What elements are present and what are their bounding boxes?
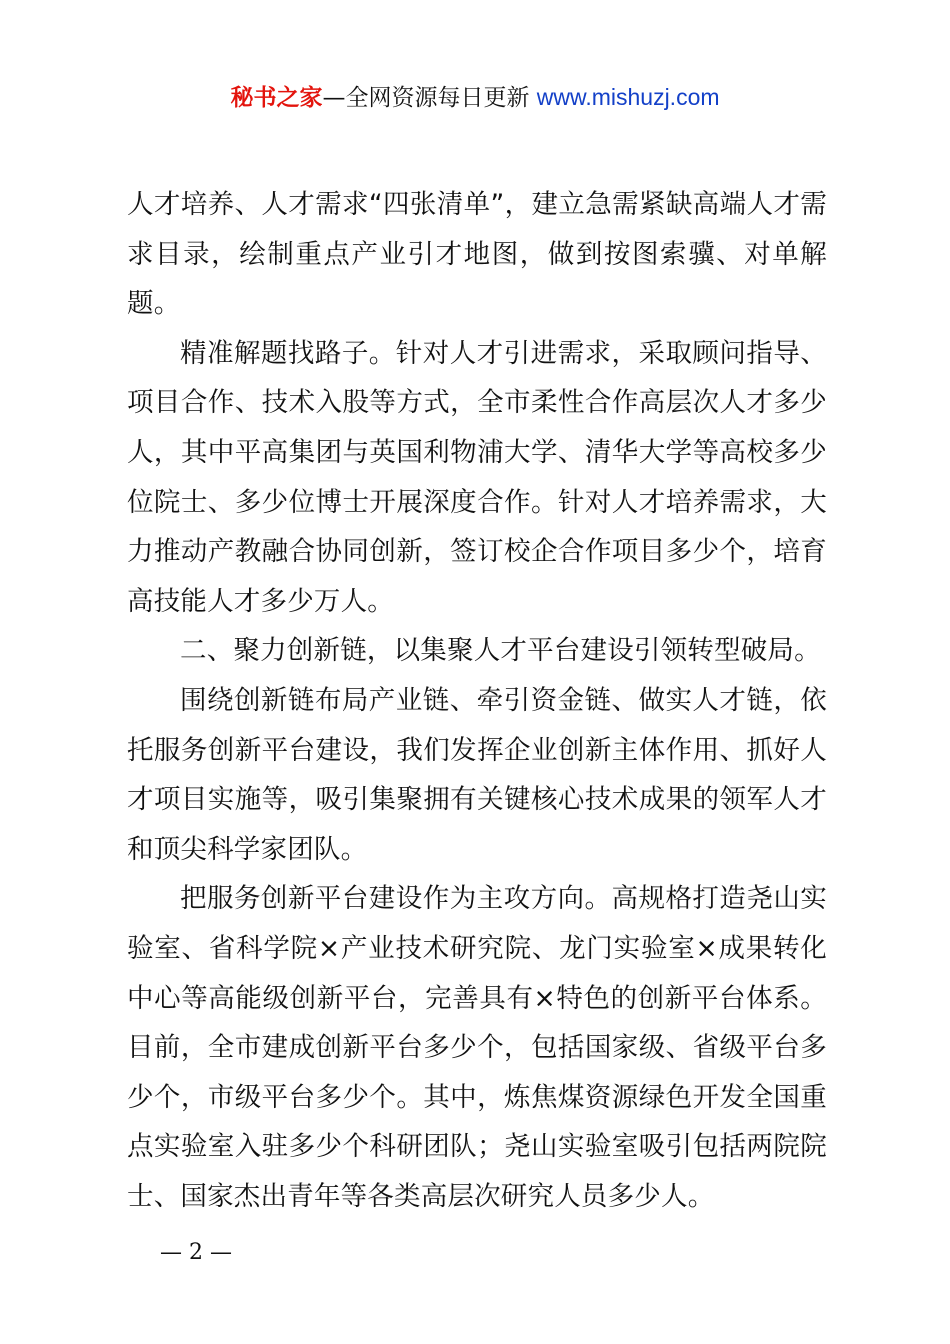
document-body [127,180,827,1221]
brand-name: 秘书之家 [230,85,323,111]
paragraph-4: 把服务创新平台建设作为主攻方向。高规格打造尧山实验室、省科学院×产业技术研究院、龙门实验室×成果转化中心等高能级创新平台，完善具有×特色的创新平台体系。目前，全市建成创新平台多少个，包括国家级、省级平台多少个，市级平台多少个。其中，炼焦煤资源绿色开发全国重点实验室入驻多少个科研团队；尧山实验室吸引包括两院院士、国家杰出青年等各类高层次研究人员多少人。 [127,883,827,1212]
site-header [0,80,950,115]
paragraph-3: 围绕创新链布局产业链、牵引资金链、做实人才链，依托服务创新平台建设，我们发挥企业创新主体作用、抓好人才项目实施等，吸引集聚拥有关键核心技术成果的领军人才和顶尖科学家团队。 [127,684,827,865]
paragraph-1: 人才培养、人才需求“四张清单”，建立急需紧缺高端人才需求目录，绘制重点产业引才地图，做到按图索骥、对单解题。 [127,189,827,320]
page-number: — 2 — [160,1240,232,1265]
site-url[interactable]: www.mishuzj.com [536,84,720,110]
paragraph-2: 精准解题找路子。针对人才引进需求，采取顾问指导、项目合作、技术入股等方式，全市柔性合作高层次人才多少人，其中平高集团与英国利物浦大学、清华大学等高校多少位院士、多少位博士开展深度合作。针对人才培养需求，大力推动产教融合协同创新，签订校企合作项目多少个，培育高技能人才多少万人。 [127,337,827,617]
header-tagline: —全网资源每日更新 [322,85,530,111]
section-heading: 二、聚力创新链，以集聚人才平台建设引领转型破局。 [180,635,821,667]
